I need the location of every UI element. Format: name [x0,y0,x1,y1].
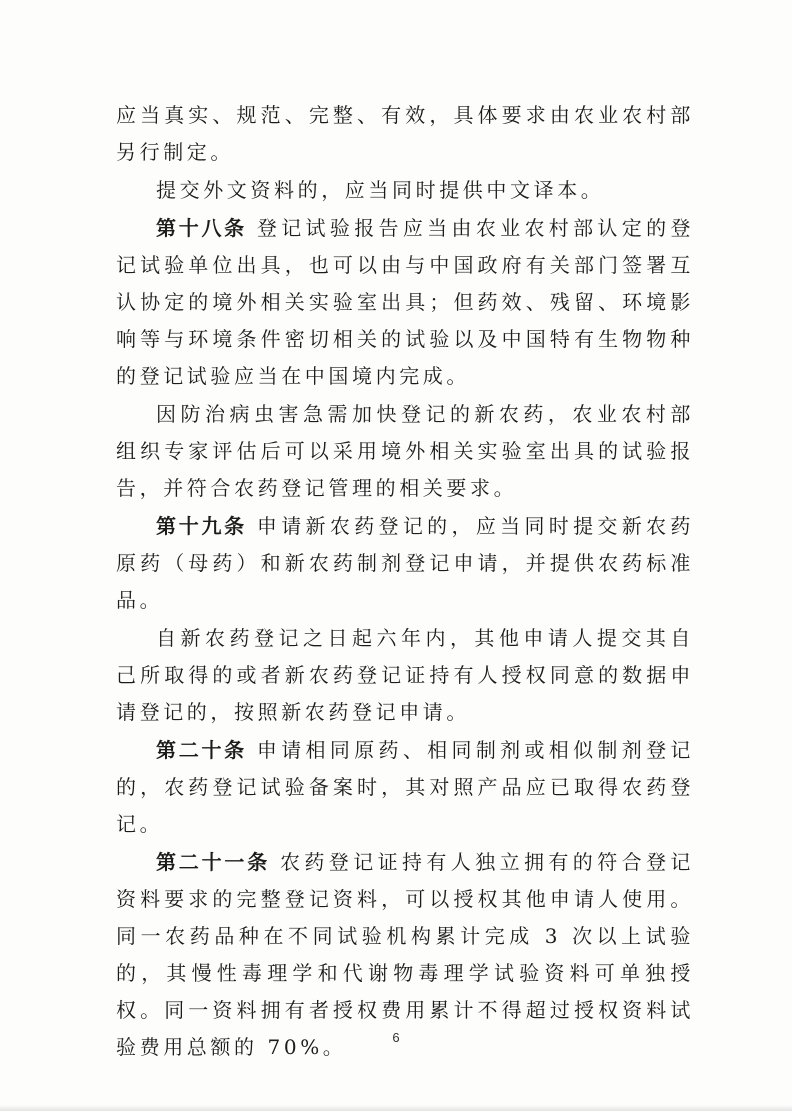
document-body [116,97,694,1066]
article-heading: 第十八条 [156,216,247,240]
article-heading: 第二十条 [156,738,247,762]
paragraph [116,396,694,507]
paragraph-text: 登记试验报告应当由农业农村部认定的登记试验单位出具，也可以由与中国政府有关部门签署互认协定的境外相关实验室出具；但药效、残留、环境影响等与环境条件密切相关的试验以及中国特有生物物种的登记试验应当在中国境内完成。 [116,216,695,388]
article-18 [116,210,694,395]
paragraph-text: 因防治病虫害急需加快登记的新农药，农业农村部组织专家评估后可以采用境外相关实验室出具的试验报告，并符合农药登记管理的相关要求。 [116,402,694,500]
paragraph-text: 应当真实、规范、完整、有效，具体要求由农业农村部另行制定。 [116,103,694,164]
paragraph-text: 自新农药登记之日起六年内，其他申请人提交其自己所取得的或者新农药登记证持有人授权同意的数据申请登记的，按照新农药登记申请。 [116,626,694,724]
article-20 [116,732,694,843]
paragraph-text: 农药登记证持有人独立拥有的符合登记资料要求的完整登记资料，可以授权其他申请人使用。同一农药品种在不同试验机构累计完成 3 次以上试验的，其慢性毒理学和代谢物毒理学试验资料可单独授权。同一资料拥有者授权费用累计不得超过授权资料试验费用总额的 70%。 [116,850,694,1059]
paragraph-text: 申请新农药登记的，应当同时提交新农药原药（母药）和新农药制剂登记申请，并提供农药标准品。 [116,514,695,612]
page-number: 6 [392,1030,400,1045]
paragraph-text: 申请相同原药、相同制剂或相似制剂登记的，农药登记试验备案时，其对照产品应已取得农药登记。 [116,738,695,836]
article-19 [116,508,694,619]
scan-edge [0,1105,792,1111]
paragraph-text: 提交外文资料的，应当同时提供中文译本。 [156,178,605,202]
paragraph [116,620,694,731]
article-heading: 第二十一条 [156,850,270,874]
paragraph [116,97,694,171]
article-heading: 第十九条 [156,514,247,538]
paragraph [116,172,694,209]
